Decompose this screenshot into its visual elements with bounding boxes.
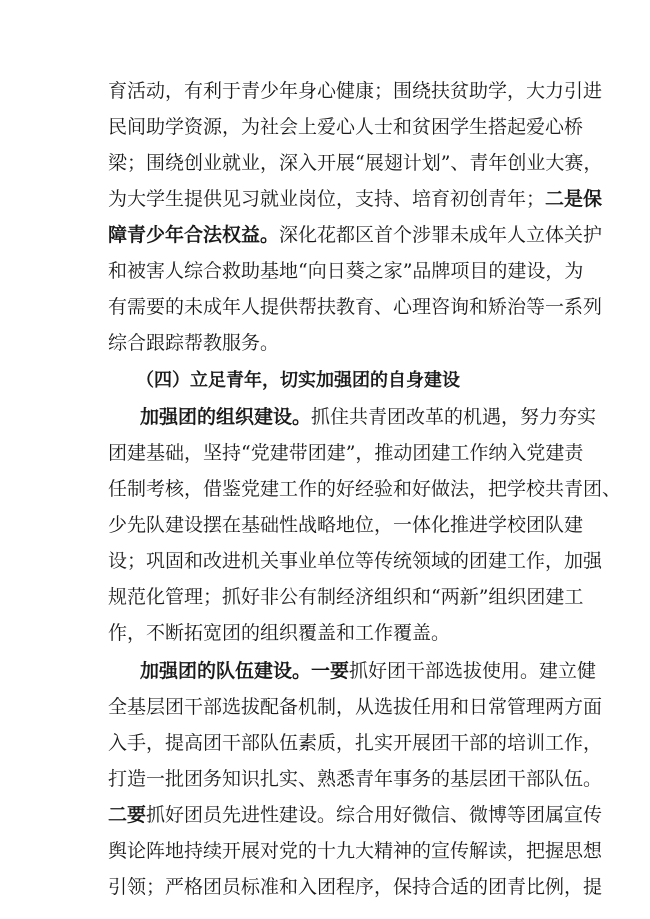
- text-run: 为大学生提供见习就业岗位，支持、培育初创青年；: [108, 188, 546, 210]
- bold-text-run: 加强团的队伍建设。: [140, 660, 312, 682]
- text-run: 育活动，有利于青少年身心健康；围绕扶贫助学，大力引进: [108, 80, 603, 102]
- paragraph-line: [108, 220, 603, 250]
- text-run: 民间助学资源，为社会上爱心人士和贫困学生搭起爱心桥: [108, 116, 584, 138]
- bold-text-run: 障青少年合法权益。: [108, 224, 280, 246]
- paragraph-line: [108, 474, 622, 504]
- paragraph-line: [108, 112, 584, 142]
- text-run: 团建基础，坚持“党建带团建”，推动团建工作纳入党建责: [108, 442, 584, 464]
- paragraph-line: [140, 656, 597, 686]
- paragraph-line: [108, 148, 603, 178]
- text-run: 和被害人综合救助基地“向日葵之家”品牌项目的建设，为: [108, 260, 584, 282]
- text-run: 入手，提高团干部队伍素质，扎实开展团干部的培训工作，: [108, 732, 603, 754]
- text-run: 抓好团干部选拔使用。建立健: [349, 660, 597, 682]
- text-run: 引领；严格团员标准和入团程序，保持合适的团青比例，提: [108, 876, 603, 898]
- text-run: 全基层团干部选拔配备机制，从选拔任用和日常管理两方面: [108, 696, 603, 718]
- paragraph-line: [108, 836, 603, 866]
- paragraph-line: [108, 728, 603, 758]
- paragraph-line: [108, 582, 584, 612]
- bold-text-run: 二是保: [545, 188, 603, 210]
- paragraph-line: [108, 546, 603, 576]
- text-run: 任制考核，借鉴党建工作的好经验和好做法，把学校共青团、: [108, 478, 622, 500]
- bold-text-run: 一要: [311, 660, 350, 682]
- text-run: 抓住共青团改革的机遇，努力夯实: [311, 406, 597, 428]
- text-run: 舆论阵地持续开展对党的十九大精神的宣传解读，把握思想: [108, 840, 603, 862]
- text-run: 有需要的未成年人提供帮扶教育、心理咨询和矫治等一系列: [108, 296, 603, 318]
- text-run: 综合跟踪帮教服务。: [108, 332, 280, 354]
- bold-text-run: 二要: [108, 804, 147, 826]
- paragraph-line: [108, 618, 548, 648]
- section-heading: [136, 366, 460, 396]
- paragraph-line: [108, 800, 603, 830]
- paragraph-line: [108, 328, 548, 358]
- paragraph-line: [108, 510, 584, 540]
- text-run: 作，不断拓宽团的组织覆盖和工作覆盖。: [108, 622, 451, 644]
- paragraph-line: [108, 76, 603, 106]
- text-run: 设；巩固和改进机关事业单位等传统领域的团建工作，加强: [108, 550, 603, 572]
- bold-text-run: 加强团的组织建设。: [140, 406, 312, 428]
- paragraph-line: [108, 292, 603, 322]
- paragraph-line: [108, 256, 584, 286]
- text-run: 少先队建设摆在基础性战略地位，一体化推进学校团队建: [108, 514, 584, 536]
- paragraph-line: [108, 438, 584, 468]
- text-run: 梁；围绕创业就业，深入开展“展翅计划”、青年创业大赛，: [108, 152, 603, 174]
- text-run: 抓好团员先进性建设。综合用好微信、微博等团属宣传: [146, 804, 603, 826]
- paragraph-line: [140, 402, 597, 432]
- paragraph-line: [108, 764, 603, 794]
- text-run: 打造一批团务知识扎实、熟悉青年事务的基层团干部队伍。: [108, 768, 603, 790]
- text-run: 深化花都区首个涉罪未成年人立体关护: [279, 224, 603, 246]
- paragraph-line: [108, 184, 603, 214]
- paragraph-line: [108, 872, 603, 902]
- text-run: 规范化管理；抓好非公有制经济组织和“两新”组织团建工: [108, 586, 584, 608]
- paragraph-line: [108, 692, 603, 722]
- heading-text: （四）立足青年，切实加强团的自身建设: [136, 370, 460, 391]
